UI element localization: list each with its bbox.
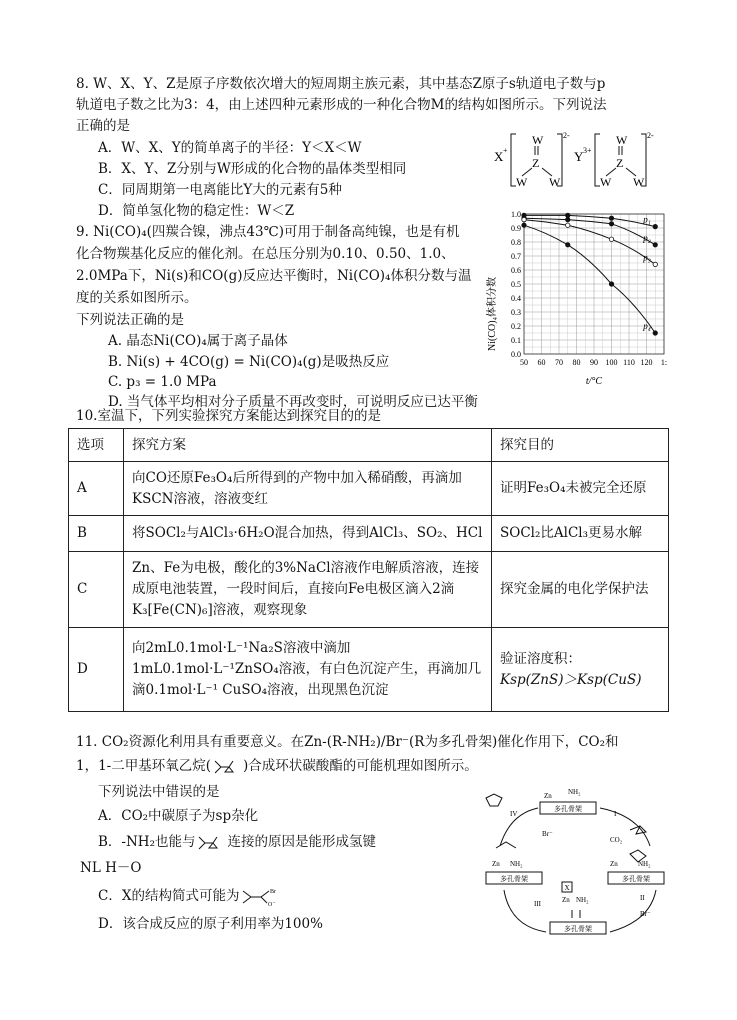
data-point [653,224,657,228]
svg-text:W: W [616,133,628,147]
q11-option-a: A．CO₂中碳原子为sp杂化 [98,808,259,824]
y-tick-label: 0.7 [511,252,521,261]
svg-text:多孔骨架: 多孔骨架 [500,875,528,883]
q9-line-chart [482,206,672,388]
data-point [609,237,613,241]
svg-text:多孔骨架: 多孔骨架 [554,805,582,813]
x-tick-label: 60 [537,358,546,367]
svg-text:NH₂: NH₂ [638,860,651,868]
y-tick-label: 0.2 [511,322,521,331]
y-tick-label: 0.6 [511,266,521,275]
y-tick-label: 0.8 [511,238,521,247]
row-c-plan: Zn、Fe为电极，酸化的3%NaCl溶液作电解质溶液，连接成原电池装置，一段时间后，直接向Fe电极区滴入2滴K₃[Fe(CN)₆]溶液，观察现象 [124,552,492,628]
svg-text:Z: Z [532,156,540,170]
series-label: p₄ [643,321,651,331]
epoxide-icon [211,759,243,775]
svg-text:Br⁻: Br⁻ [640,910,651,918]
row-a-option: A [69,462,124,516]
bromo-alkoxide-icon [239,887,283,907]
q9-stem-line4: 度的关系如图所示。 [76,290,198,306]
table-header-row [69,429,669,462]
q8-option-b: B．X、Y、Z分别与W形成的化合物的晶体类型相同 [98,161,407,177]
row-d-option: D [69,628,124,712]
svg-text:III: III [534,900,541,908]
y-tick-label: 0.0 [511,350,521,359]
row-d-goal: 验证溶度积： Ksp(ZnS)＞Ksp(CuS) [492,628,669,712]
q8-stem-line2: 轨道电子数之比为3：4，由上述四种元素形成的一种化合物M的结构如图所示。下列说法 [76,97,607,113]
svg-text:I: I [614,810,617,818]
svg-text:W: W [532,133,544,147]
q9-option-c: C. p₃ = 1.0 MPa [108,374,217,390]
data-point [522,217,526,221]
chart-x-label: t/°C [585,376,603,387]
q8-option-c: C．同周期第一电离能比Y大的元素有5种 [98,182,342,198]
q11-stray-text: NL H－O [80,860,142,876]
y-tick-label: 0.1 [511,336,521,345]
x-tick-label: 50 [520,358,528,367]
q11-option-d: D．该合成反应的原子利用率为100% [98,916,323,932]
q8-stem-line3: 正确的是 [76,118,130,134]
svg-text:Zn: Zn [492,860,500,868]
svg-text:O⁻: O⁻ [268,901,276,907]
table-row [69,516,669,552]
series-line [524,225,655,333]
y-tick-label: 0.5 [511,280,521,289]
data-point [566,243,570,247]
svg-text:多孔骨架: 多孔骨架 [564,925,592,933]
svg-text:NH₂: NH₂ [568,788,581,796]
svg-text:II: II [640,894,645,902]
series-label: p₂ [643,232,651,243]
y-tick-label: 0.9 [511,224,521,233]
svg-text:IV: IV [510,810,518,818]
q11-mechanism-figure [480,786,680,946]
chart-y-label: Ni(CO)₄体积分数 [487,276,498,352]
svg-text:Zn: Zn [544,792,552,800]
svg-text:Zn: Zn [562,896,570,904]
row-b-goal: SOCl₂比AlCl₃更易水解 [492,516,669,552]
table-row [69,552,669,628]
svg-text:W: W [600,175,612,189]
header-plan: 探究方案 [124,429,492,462]
svg-text:2-: 2- [647,131,654,140]
svg-text:W: W [516,175,528,189]
svg-text:X: X [564,884,570,892]
svg-text:Br⁻: Br⁻ [542,830,553,838]
q11-stem-line1: 11. CO₂资源化利用具有重要意义。在Zn-(R-NH₂)/Br⁻(R为多孔骨架)催化作用下，CO₂和 [76,734,619,750]
q9-option-b: B. Ni(s) + 4CO(g) = Ni(CO)₄(g)是吸热反应 [108,354,390,370]
header-goal: 探究目的 [492,429,669,462]
table-row [69,462,669,516]
q8-option-d: D．简单氢化物的稳定性：W＜Z [98,203,295,219]
data-point [653,243,657,247]
svg-text:Z: Z [616,156,624,170]
row-a-goal: 证明Fe₃O₄未被完全还原 [492,462,669,516]
svg-text:NH₂: NH₂ [576,896,589,904]
svg-text:CO₂: CO₂ [610,836,623,844]
row-d-plan: 向2mL0.1mol·L⁻¹Na₂S溶液中滴加1mL0.1mol·L⁻¹ZnSO₄溶液，有白色沉淀产生，再滴加几滴0.1mol·L⁻¹ CuSO₄溶液，出现黑色沉淀 [124,628,492,712]
x-tick-label: 70 [555,358,563,367]
q9-option-d: D. 当气体平均相对分子质量不再改变时，可说明反应已达平衡 [108,394,478,410]
data-point [653,331,657,335]
row-a-plan: 向CO还原Fe₃O₄后所得到的产物中加入稀硝酸，再滴加KSCN溶液，溶液变红 [124,462,492,516]
table-row [69,628,669,712]
q8-cation-y: Y [574,149,584,164]
data-point [522,223,526,227]
x-tick-label: 90 [590,358,598,367]
svg-text:多孔骨架: 多孔骨架 [622,875,650,883]
q9-option-a: A. 晶态Ni(CO)₄属于离子晶体 [108,333,288,349]
x-tick-label: 120 [640,358,653,367]
svg-text:Zn: Zn [610,860,618,868]
row-b-plan: 将SOCl₂与AlCl₃·6H₂O混合加热，得到AlCl₃、SO₂、HCl [124,516,492,552]
header-option: 选项 [69,429,124,462]
svg-text:W: W [633,175,645,189]
q8-structure-figure [492,128,672,190]
series-4 [522,223,658,335]
data-point [566,217,570,221]
chart-series [522,213,658,335]
series-label: p₃ [643,252,651,263]
series-label: p₁ [643,214,651,225]
row-c-goal: 探究金属的电化学保护法 [492,552,669,628]
svg-text:+: + [503,146,508,155]
q10-table [68,428,669,712]
q8-stem-line1: 8. W、X、Y、Z是原子序数依次增大的短周期主族元素，其中基态Z原子s轨道电子数与p [76,76,606,92]
y-tick-label: 1.0 [511,210,521,219]
q11-stem-line2: 1，1-二甲基环氧乙烷( )合成环状碳酸酯的可能机理如图所示。 [76,758,478,774]
row-b-option: B [69,516,124,552]
svg-text:Br: Br [270,888,277,895]
data-point [566,213,570,217]
svg-text:3+: 3+ [583,146,592,155]
data-point [609,216,613,220]
y-tick-label: 0.4 [511,294,521,303]
data-point [653,262,657,266]
q9-stem-line3: 2.0MPa下，Ni(s)和CO(g)反应达平衡时，Ni(CO)₄体积分数与温 [76,268,472,284]
q11-stem-line3: 下列说法中错误的是 [98,784,220,800]
data-point [609,282,613,286]
row-c-option: C [69,552,124,628]
q9-stem-line5: 下列说法正确的是 [76,312,184,328]
data-point [566,223,570,227]
x-tick-label: 100 [605,358,618,367]
q11-option-b: B．-NH₂也能与 连接的原因是能形成氢键 [98,834,376,850]
chart-x-ticks [520,358,667,367]
x-tick-label: 80 [572,358,581,367]
q8-option-a: A．W、X、Y的简单离子的半径：Y＜X＜W [98,140,362,156]
svg-text:NH₂: NH₂ [510,860,523,868]
x-tick-label: 110 [623,358,635,367]
chart-y-ticks [511,210,521,359]
q9-stem-line1: 9. Ni(CO)₄(四羰合镍，沸点43℃)可用于制备高纯镍，也是有机 [76,224,460,240]
q10-title: 10.室温下，下列实验探究方案能达到探究目的的是 [76,408,381,424]
x-tick-label: 1: [660,358,668,367]
q9-stem-line2: 化合物羰基化反应的催化剂。在总压分别为0.10、0.50、1.0、 [76,246,455,262]
epoxide-icon [195,835,227,851]
q11-option-c: C．X的结构简式可能为 Br O⁻ [98,886,283,907]
svg-text:2-: 2- [563,131,570,140]
y-tick-label: 0.3 [511,308,521,317]
q8-cation-x: X [494,149,504,164]
svg-text:W: W [549,175,561,189]
data-point [609,222,613,226]
